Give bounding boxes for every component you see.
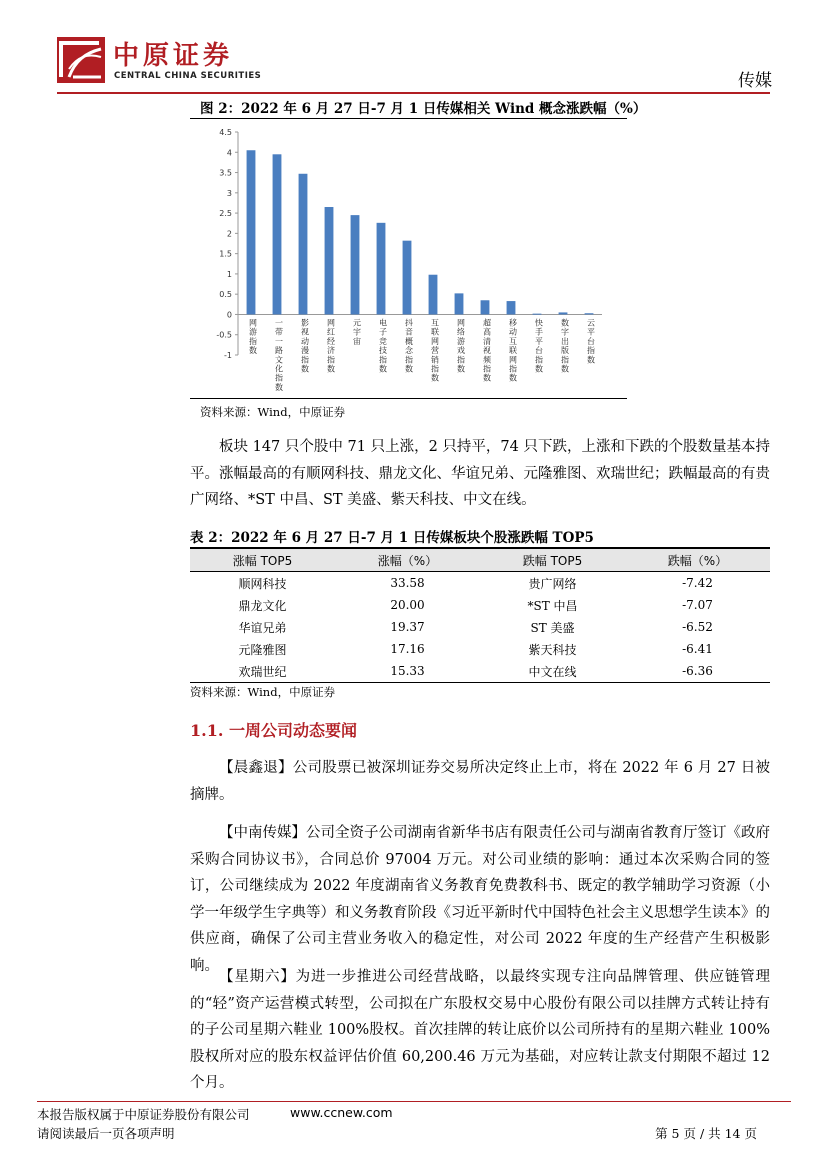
chart-x-label: 网游指数 (249, 318, 257, 356)
table-header: 跌幅 TOP5 (480, 548, 625, 572)
chart-y-tick-label: 3 (226, 188, 232, 198)
news-chenxin: 【晨鑫退】公司股票已被深圳证券交易所决定终止上市，将在 2022 年 6 月 27 日被摘牌。 (190, 760, 770, 803)
chart-bar (351, 215, 360, 314)
chart-x-label: 超高清视频指数 (483, 318, 491, 383)
chart-bars (247, 150, 594, 314)
chart-bar (273, 154, 282, 314)
figure-caption: 图 2：2022 年 6 月 27 日-7 月 1 日传媒相关 Wind 概念涨跌幅（%） (200, 101, 647, 117)
table-cell: 顺网科技 (238, 576, 287, 591)
chart-y-tick-label: 2.5 (219, 209, 232, 219)
report-category: 传媒 (738, 71, 772, 91)
table-cell: *ST 中昌 (527, 598, 578, 613)
chart-bar (585, 313, 594, 314)
table-header: 涨幅（%） (335, 548, 480, 572)
company-name-en: CENTRAL CHINA SECURITIES (114, 71, 262, 81)
table-cell: -6.36 (625, 660, 770, 683)
table-row (190, 594, 770, 616)
chart-x-label: 移动互联网指数 (509, 318, 517, 383)
chart-bar (299, 174, 308, 315)
chart-y-tick-label: 1.5 (219, 249, 232, 259)
chart-x-label: 快手平台指数 (535, 318, 543, 374)
chart-y-tick-label: -0.5 (216, 330, 232, 340)
table-cell: 紫天科技 (528, 642, 577, 657)
market-summary-paragraph: 板块 147 只个股中 71 只上涨，2 只持平，74 只下跌，上涨和下跌的个股数量基本持平。涨幅最高的有顺网科技、鼎龙文化、华谊兄弟、元隆雅图、欢瑞世纪；跌幅最高的有贵广网络、*ST 中昌、ST 美盛、紫天科技、中文在线。 (190, 439, 770, 508)
chart-x-label: 数字出版指数 (561, 318, 569, 374)
table-row (190, 572, 770, 595)
chart-bar (455, 293, 464, 314)
table-cell: 中文在线 (480, 660, 625, 683)
chart-bar (377, 223, 386, 315)
table-cell: 17.16 (390, 642, 425, 656)
chart-axes (238, 132, 602, 355)
table-cell: 15.33 (335, 660, 480, 683)
chart-x-label: 云平台指数 (587, 318, 595, 365)
chart-x-label: 抖音概念指数 (405, 318, 413, 374)
chart-y-ticks (216, 128, 238, 360)
chart-x-label: 电子竞技指数 (379, 318, 387, 374)
top5-table (190, 547, 770, 683)
table-cell: ST 美盛 (530, 620, 575, 635)
chart-x-label: 元宇宙 (353, 318, 361, 346)
chart-y-tick-label: 4 (226, 148, 232, 158)
chart-x-label: 一带一路文化指数 (275, 318, 283, 392)
table-cell: 元隆雅图 (238, 642, 287, 657)
chart-y-tick-label: 3.5 (219, 168, 232, 178)
table-header-row (190, 548, 770, 572)
header-divider (57, 92, 770, 94)
table-row (190, 616, 770, 638)
table-cell: 鼎龙文化 (238, 598, 287, 613)
figure-bottom-rule (190, 398, 627, 399)
table-cell: 33.58 (390, 576, 425, 590)
concept-change-chart (190, 120, 627, 398)
table-source: 资料来源：Wind，中原证券 (190, 685, 336, 699)
chart-bar (403, 241, 412, 315)
footer-website[interactable]: www.ccnew.com (290, 1105, 393, 1120)
company-name-cn: 中原证券 (113, 41, 234, 71)
chart-bar (325, 207, 334, 314)
table-cell: -7.42 (682, 576, 713, 590)
chart-bar (507, 301, 516, 314)
table-row (190, 638, 770, 660)
figure-top-rule (190, 118, 627, 119)
table-caption: 表 2：2022 年 6 月 27 日-7 月 1 日传媒板块个股涨跌幅 TOP5 (190, 530, 594, 546)
chart-x-label: 互联网营销指数 (431, 318, 439, 383)
section-heading: 1.1. 一周公司动态要闻 (190, 721, 357, 740)
chart-bar (481, 300, 490, 314)
footer-disclaimer: 请阅读最后一页各项声明 (37, 1126, 175, 1141)
table-cell: -7.07 (682, 598, 713, 612)
chart-y-tick-label: 0.5 (219, 290, 232, 300)
chart-bar (559, 312, 568, 314)
table-header: 涨幅 TOP5 (190, 548, 335, 572)
chart-x-labels (249, 317, 595, 391)
chart-bar (429, 275, 438, 315)
table-cell: 华谊兄弟 (238, 620, 287, 635)
table-cell: -6.41 (682, 642, 713, 656)
table-cell: -6.52 (682, 620, 713, 634)
table-cell: 19.37 (390, 620, 425, 634)
news-xingqiliu: 【星期六】为进一步推进公司经营战略，以最终实现专注向品牌管理、供应链管理的“轻”资产运营模式转型，公司拟在广东股权交易中心股份有限公司以挂牌方式转让持有的子公司星期六鞋业 100%股权。首次挂牌的转让底价以公司所持有的星期六鞋业 100%股权所对应的股东权益评估价值 60,200.46 万元为基础，对应转让款支付期限不超过 12 个月。 (190, 969, 770, 1091)
chart-bar (247, 150, 256, 314)
table-cell: 20.00 (390, 598, 425, 612)
chart-x-label: 网络游戏指数 (457, 318, 465, 374)
chart-y-tick-label: -1 (224, 351, 232, 360)
news-zhongnan: 【中南传媒】公司全资子公司湖南省新华书店有限责任公司与湖南省教育厅签订《政府采购合同协议书》，合同总价 97004 万元。对公司业绩的影响：通过本次采购合同的签订，公司继续成为 2022 年度湖南省义务教育免费教科书、既定的教学辅助学习资源（小学一年级学生字典等）和义务教育阶段《习近平新时代中国特色社会主义思想学生读本》的供应商，确保了公司主营业务收入的稳定性，对公司 2022 年度的生产经营产生积极影响。 (190, 825, 770, 974)
chart-y-tick-label: 4.5 (219, 128, 232, 137)
table-cell: 欢瑞世纪 (190, 660, 335, 683)
chart-bar (533, 314, 542, 315)
company-logo-mark (57, 37, 105, 83)
footer-page-number: 第 5 页 / 共 14 页 (655, 1126, 757, 1141)
figure-source: 资料来源：Wind，中原证券 (200, 405, 346, 419)
chart-y-tick-label: 2 (226, 229, 232, 239)
chart-x-label: 影视动漫指数 (301, 318, 309, 374)
table-header: 跌幅（%） (625, 548, 770, 572)
footer-divider (37, 1101, 791, 1102)
footer-copyright: 本报告版权属于中原证券股份有限公司 (37, 1107, 250, 1122)
table-cell: 贵广网络 (528, 576, 577, 591)
chart-x-label: 网红经济指数 (327, 318, 335, 374)
chart-y-tick-label: 0 (226, 310, 232, 320)
table-row (190, 660, 770, 683)
chart-y-tick-label: 1 (226, 269, 232, 279)
